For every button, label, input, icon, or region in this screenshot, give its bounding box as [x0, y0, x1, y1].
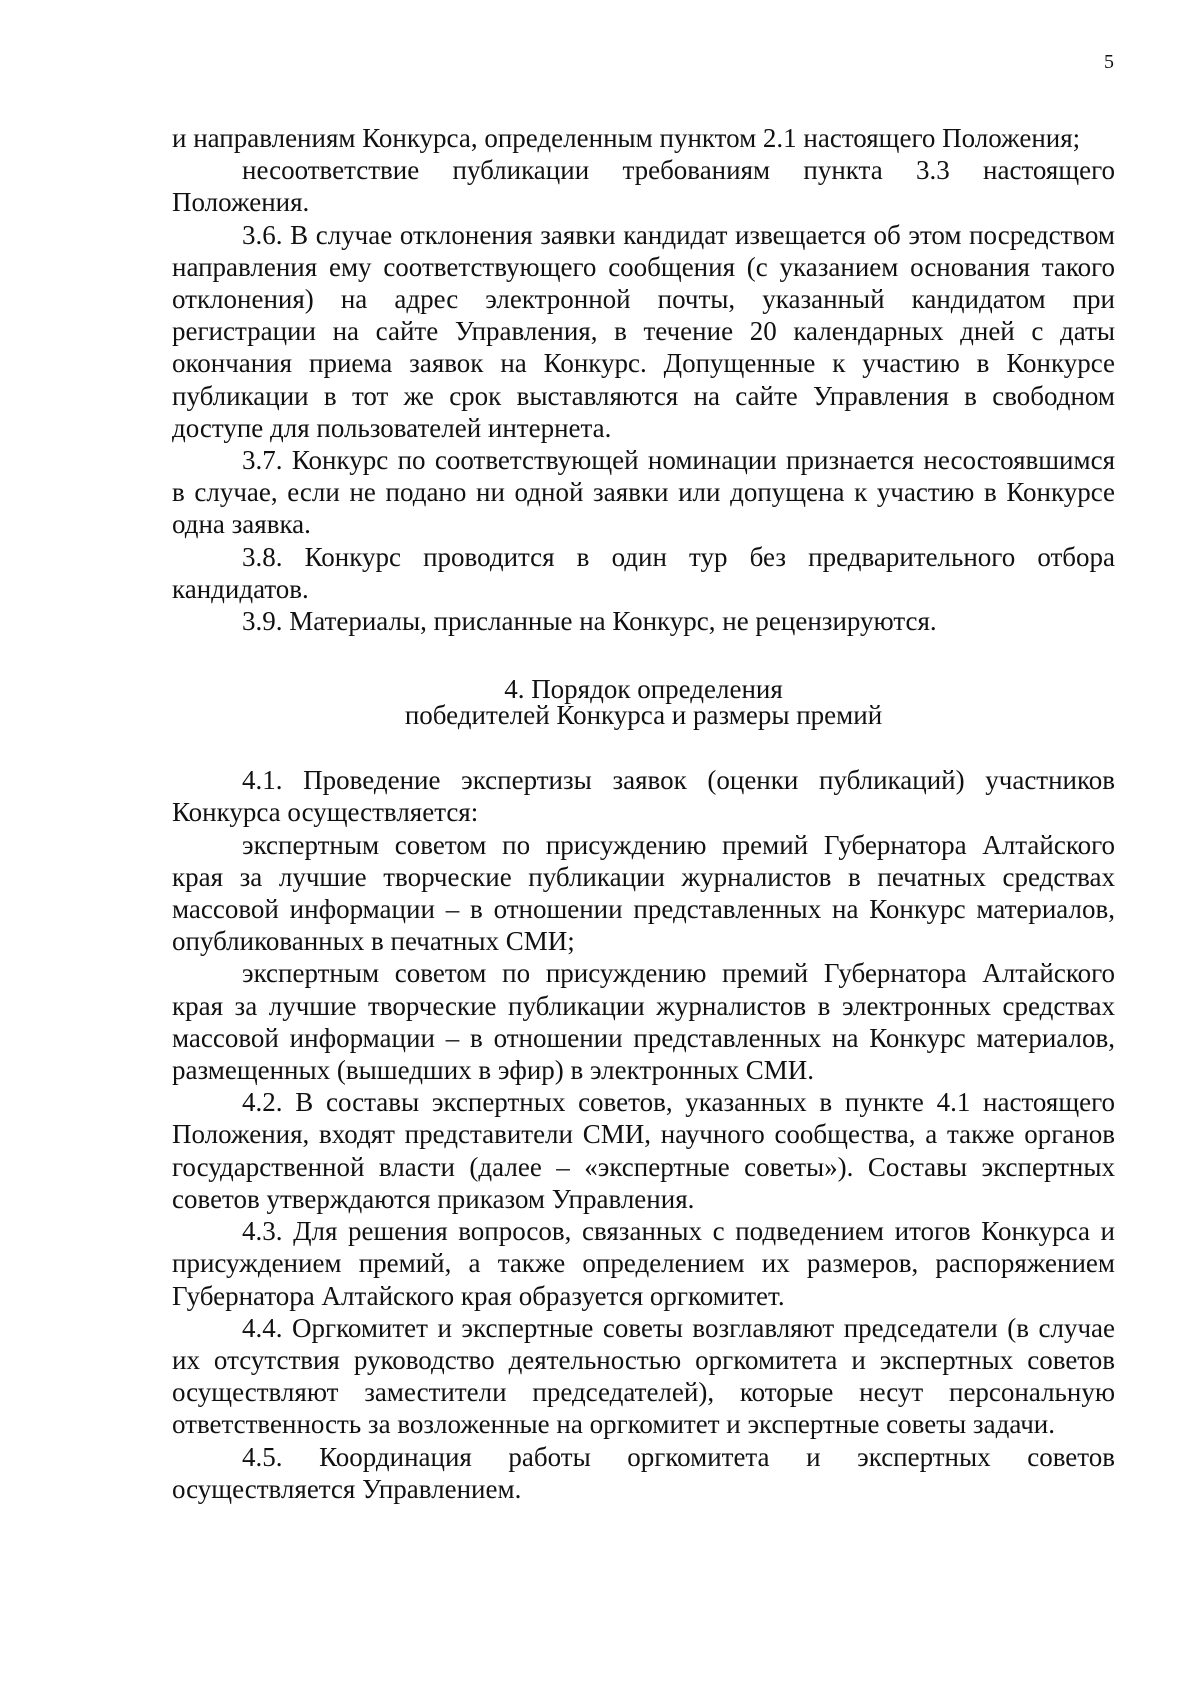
paragraph-electronic-media-council: экспертным советом по присуждению премий Губернатора Алтайского края за лучшие творческие публикации журналистов в электронных средствах массовой информации – в отношении представленных на Конкурс материалов, размещенных (вышедших в эфир) в электронных СМИ.: [172, 958, 1115, 1086]
paragraph-3-9: 3.9. Материалы, присланные на Конкурс, не рецензируются.: [242, 606, 937, 637]
section-heading: [172, 674, 1115, 731]
paragraph-3-6: 3.6. В случае отклонения заявки кандидат извещается об этом посредством направления ему соответствующего сообщения (с указанием основания такого отклонения) на адрес электронной почты, указанный кандидатом при регистрации на сайте Управления, в течение 20 календарных дней с даты окончания приема заявок на Конкурс. Допущенные к участию в Конкурсе публикации в тот же срок выставляются на сайте Управления в свободном доступе для пользователей интернета.: [172, 219, 1115, 443]
section-heading-line-2: победителей Конкурса и размеры премий: [404, 700, 883, 731]
paragraph-noncompliance: несоответствие публикации требованиям пункта 3.3 настоящего Положения.: [172, 155, 1115, 218]
paragraph-4-5: 4.5. Координация работы оргкомитета и экспертных советов осуществляется Управлением.: [172, 1441, 1115, 1504]
page-number: 5: [1104, 51, 1114, 73]
section-heading-line-1: 4. Порядок определения: [504, 674, 783, 705]
paragraph-print-media-council: экспертным советом по присуждению премий Губернатора Алтайского края за лучшие творческие публикации журналистов в печатных средствах массовой информации – в отношении представленных на Конкурс материалов, опубликованных в печатных СМИ;: [172, 829, 1115, 957]
paragraph-4-2: 4.2. В составы экспертных советов, указанных в пункте 4.1 настоящего Положения, входят представители СМИ, научного сообщества, а также органов государственной власти (далее – «экспертные советы»). Составы экспертных советов утверждаются приказом Управления.: [172, 1087, 1115, 1214]
paragraph-3-8: 3.8. Конкурс проводится в один тур без предварительного отбора кандидатов.: [172, 541, 1115, 604]
paragraph-continuation: и направлениям Конкурса, определенным пунктом 2.1 настоящего Положения;: [172, 123, 1081, 153]
paragraph-4-3: 4.3. Для решения вопросов, связанных с подведением итогов Конкурса и присуждением премий, а также определением их размеров, распоряжением Губернатора Алтайского края образуется оргкомитет.: [172, 1216, 1115, 1311]
paragraph-4-4: 4.4. Оргкомитет и экспертные советы возглавляют председатели (в случае их отсутствия руководство деятельностью оргкомитета и экспертных советов осуществляют заместители председателей), которые несут персональную ответственность за возложенные на оргкомитет и экспертные советы задачи.: [172, 1312, 1115, 1440]
paragraph-4-1: 4.1. Проведение экспертизы заявок (оценки публикаций) участников Конкурса осуществляется:: [172, 765, 1115, 828]
paragraph-3-7: 3.7. Конкурс по соответствующей номинации признается несостоявшимся в случае, если не подано ни одной заявки или допущена к участию в Конкурсе одна заявка.: [172, 445, 1115, 540]
document-body: [172, 122, 1115, 1505]
